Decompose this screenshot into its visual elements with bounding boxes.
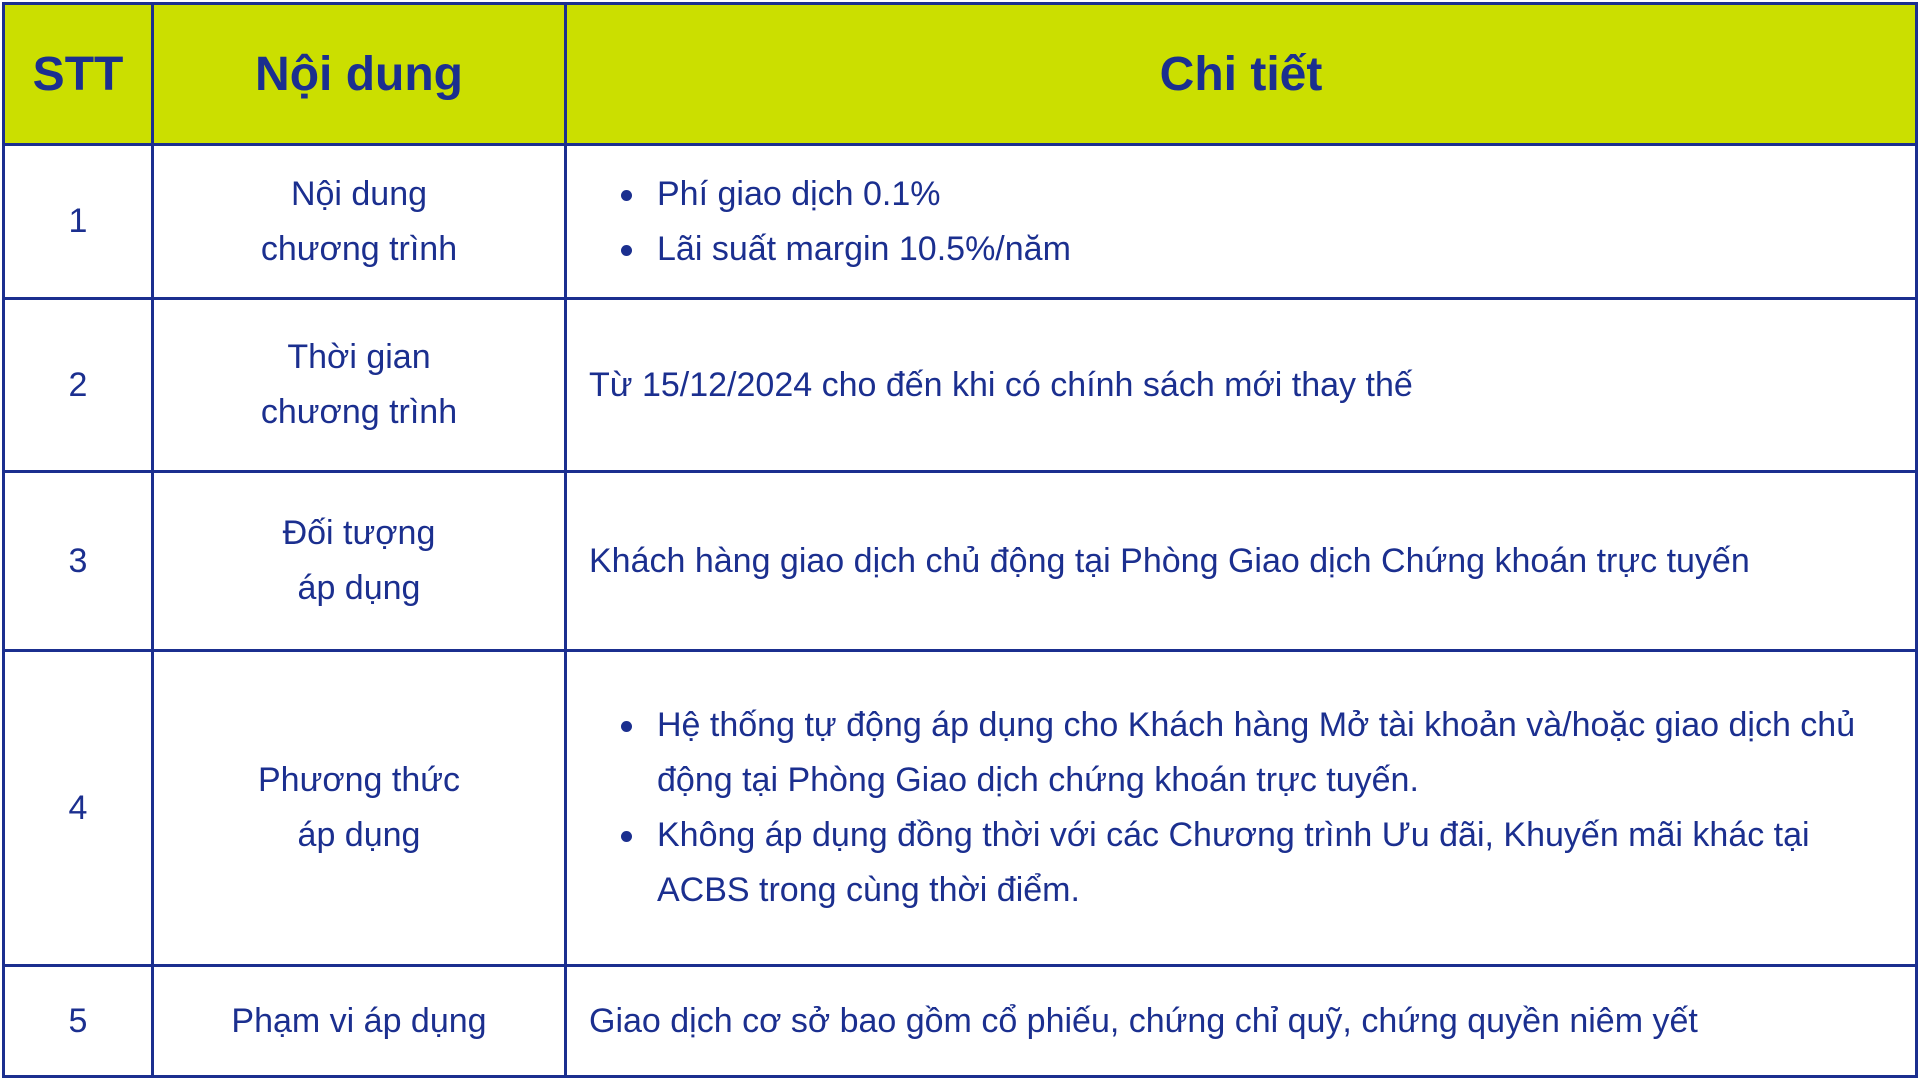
row-4-bullet-2: Không áp dụng đồng thời với các Chương trình Ưu đãi, Khuyến mãi khác tại ACBS trong cùng thời điểm. xyxy=(635,808,1895,918)
row-4-bullet-list xyxy=(589,698,1895,918)
row-1-bullet-1: Phí giao dịch 0.1% xyxy=(635,167,1071,222)
program-table xyxy=(2,2,1918,1078)
row-5-content xyxy=(154,967,567,1075)
row-4-bullet-1: Hệ thống tự động áp dụng cho Khách hàng Mở tài khoản và/hoặc giao dịch chủ động tại Phòng Giao dịch chứng khoán trực tuyến. xyxy=(635,698,1895,808)
header-content: Nội dung xyxy=(154,5,567,146)
header-detail: Chi tiết xyxy=(567,5,1915,146)
row-3-content-line-2: áp dụng xyxy=(297,569,421,607)
row-1-bullet-list xyxy=(589,167,1071,277)
row-2-stt: 2 xyxy=(5,300,154,473)
row-4-content-line-2: áp dụng xyxy=(297,816,421,854)
row-4-stt: 4 xyxy=(5,652,154,967)
row-4-detail xyxy=(567,652,1915,967)
row-3-content xyxy=(154,473,567,652)
row-5-stt: 5 xyxy=(5,967,154,1075)
row-4-content xyxy=(154,652,567,967)
row-2-detail: Từ 15/12/2024 cho đến khi có chính sách mới thay thế xyxy=(567,300,1915,473)
row-1-bullet-2: Lãi suất margin 10.5%/năm xyxy=(635,222,1071,277)
row-1-content-line-1: Nội dung xyxy=(290,174,428,213)
row-1-content-line-2: chương trình xyxy=(260,229,458,268)
row-3-detail: Khách hàng giao dịch chủ động tại Phòng Giao dịch Chứng khoán trực tuyến xyxy=(567,473,1915,652)
row-1-stt: 1 xyxy=(5,146,154,300)
row-4-content-line-1: Phương thức xyxy=(257,761,461,799)
row-1-detail xyxy=(567,146,1915,300)
row-1-content xyxy=(154,146,567,300)
row-5-detail: Giao dịch cơ sở bao gồm cổ phiếu, chứng chỉ quỹ, chứng quyền niêm yết xyxy=(589,1001,1698,1040)
row-2-content-line-2: chương trình xyxy=(260,393,458,431)
row-5-content-line-1: Phạm vi áp dụng xyxy=(231,1001,487,1040)
row-2-content-line-1: Thời gian xyxy=(287,338,431,376)
row-3-stt: 3 xyxy=(5,473,154,652)
row-3-content-line-1: Đối tượng xyxy=(282,514,436,552)
header-stt: STT xyxy=(5,5,154,146)
row-2-content xyxy=(154,300,567,473)
